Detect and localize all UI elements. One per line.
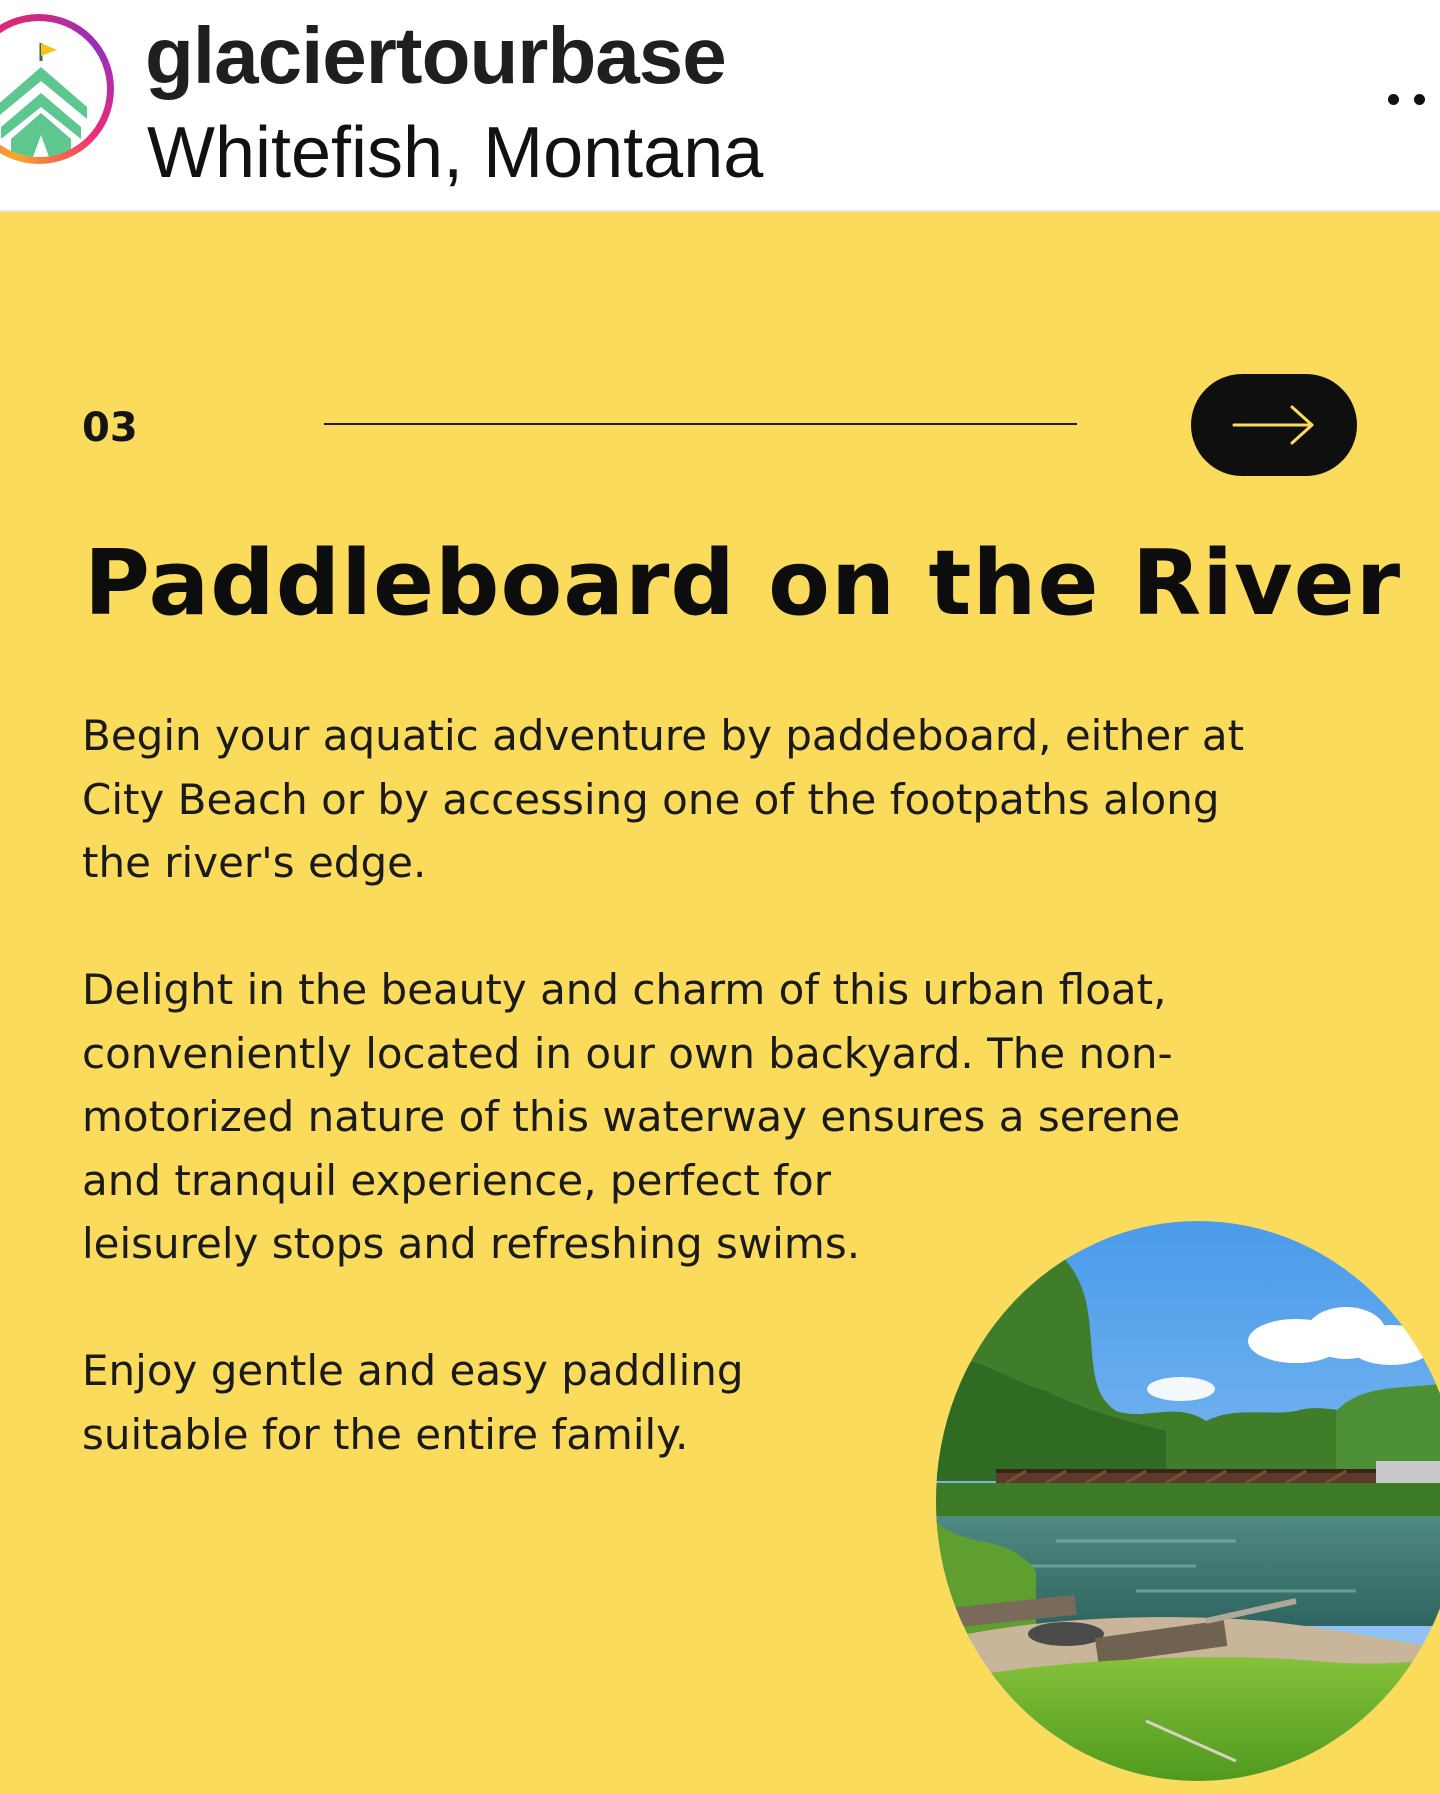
tent-logo-icon (0, 21, 107, 157)
arrow-right-icon (1230, 401, 1318, 449)
profile-avatar[interactable] (0, 14, 114, 164)
next-slide-button[interactable] (1191, 374, 1357, 476)
paragraph-family: Enjoy gentle and easy paddling suitable for the entire family. (82, 1346, 744, 1459)
more-dot (1414, 94, 1425, 105)
paragraph-intro: Begin your aquatic adventure by paddeboard, either at City Beach or by accessing one of the footpaths along the river's edge. (82, 711, 1245, 887)
river-bridge-photo (936, 1221, 1440, 1781)
post-header (0, 0, 1440, 212)
avatar-image (0, 21, 107, 157)
slide-title: Paddleboard on the River (84, 531, 1402, 636)
more-options-icon[interactable] (1384, 86, 1440, 114)
more-dot (1388, 94, 1399, 105)
paragraph-details: Delight in the beauty and charm of this urban float, conveniently located in our own backyard. The non- motorized nature of this waterway ensures a serene and tranquil experience, perfect for leisurely stops and refreshing swims. (82, 965, 1181, 1268)
username[interactable]: glaciertourbase (145, 11, 726, 100)
location-tag[interactable]: Whitefish, Montana (147, 113, 764, 193)
slide-number: 03 (82, 405, 138, 451)
post-slide (0, 212, 1440, 1794)
divider-line (324, 423, 1077, 425)
